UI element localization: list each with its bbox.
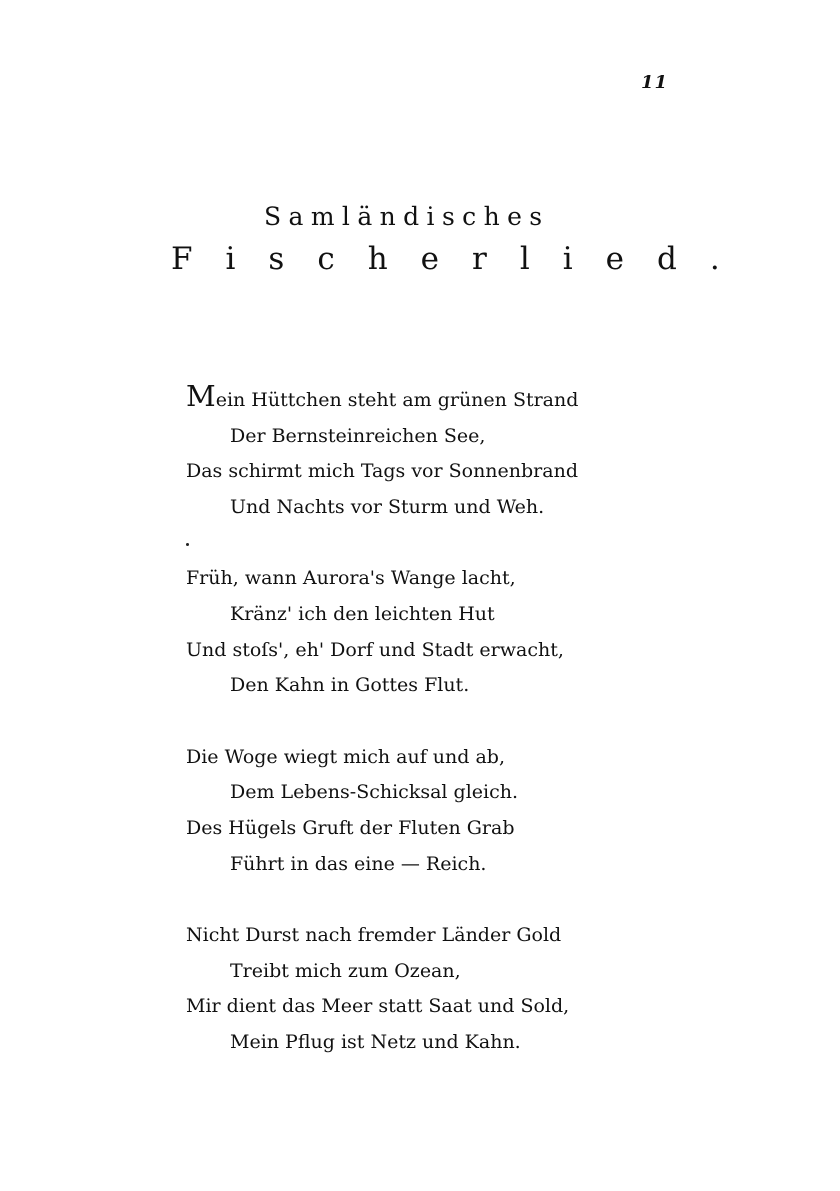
stanza-3 xyxy=(186,740,646,882)
stanza-2 xyxy=(186,561,646,703)
poem-line: Und stoſs', eh' Dorf und Stadt erwacht, xyxy=(186,638,564,661)
poem-line xyxy=(186,379,646,419)
poem-line: Und Nachts vor Sturm und Weh. xyxy=(230,495,545,518)
drop-cap: M xyxy=(186,379,216,413)
poem-line: Früh, wann Aurora's Wange lacht, xyxy=(186,567,516,590)
stanza-1 xyxy=(186,379,646,525)
poem-line: Mein Pflug ist Netz und Kahn. xyxy=(230,1030,521,1053)
poem-title-line-2: Fischerlied. xyxy=(171,241,753,277)
poem-line: Mir dient das Meer statt Saat und Sold, xyxy=(186,995,570,1018)
poem-line: Nicht Durst nach fremder Länder Gold xyxy=(186,924,562,947)
poem-line: Treibt mich zum Ozean, xyxy=(230,959,461,982)
page-number: 11 xyxy=(641,72,669,93)
poem-line: Das schirmt mich Tags vor Sonnenbrand xyxy=(186,460,578,483)
stanza-4 xyxy=(186,918,646,1060)
poem-line: Den Kahn in Gottes Flut. xyxy=(230,674,470,697)
poem-line-text: ein Hüttchen steht am grünen Strand xyxy=(215,389,579,411)
poem-line: Des Hügels Gruft der Fluten Grab xyxy=(186,816,515,839)
poem-line: Dem Lebens-Schicksal gleich. xyxy=(230,781,519,804)
poem-title-line-1: Samländisches xyxy=(264,202,550,231)
poem-line: Der Bernsteinreichen See, xyxy=(230,424,486,447)
poem-body xyxy=(186,379,646,1097)
poem-line: Kränz' ich den leichten Hut xyxy=(230,602,495,625)
poem-line: Die Woge wiegt mich auf und ab, xyxy=(186,745,505,768)
poem-line: Führt in das eine — Reich. xyxy=(230,852,487,875)
